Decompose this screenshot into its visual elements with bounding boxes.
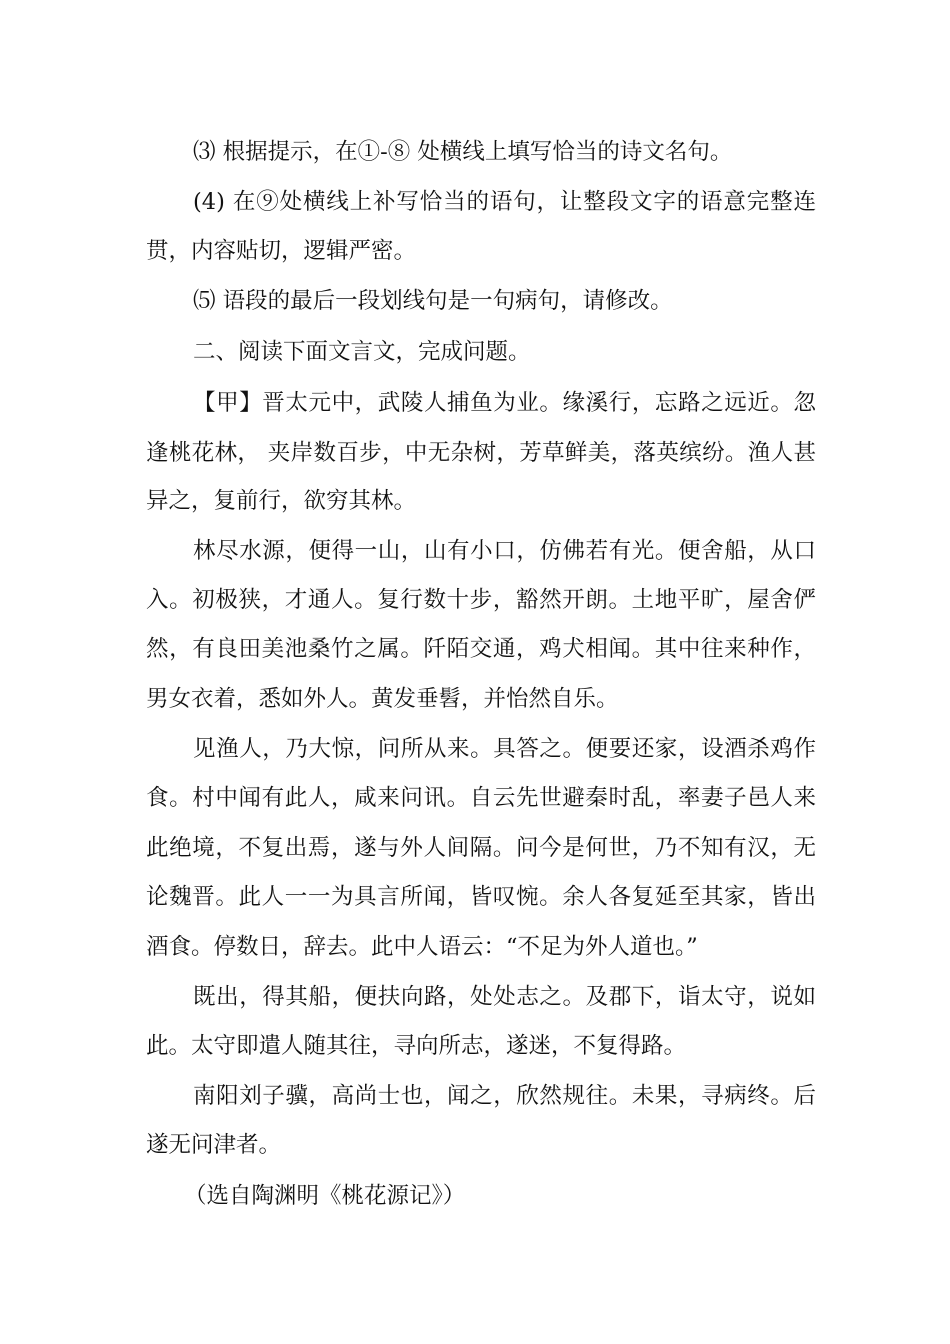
passage-line: 逢桃花林， 夹岸数百步，中无杂树，芳草鲜美，落英缤纷。渔人甚 <box>146 440 816 466</box>
passage-line: 【甲】晋太元中，武陵人捕鱼为业。缘溪行，忘路之远近。忽 <box>193 390 816 416</box>
passage-line: 南阳刘子骥，高尚士也，闻之，欣然规往。未果，寻病终。后 <box>193 1083 816 1109</box>
passage-line: 入。初极狭，才通人。复行数十步，豁然开朗。土地平旷，屋舍俨 <box>146 587 816 613</box>
passage-line: 然，有良田美池桑竹之属。阡陌交通，鸡犬相闻。其中往来种作， <box>146 636 816 662</box>
passage-source: （选自陶渊明《桃花源记》） <box>184 1183 466 1209</box>
passage-line: 见渔人，乃大惊，问所从来。具答之。便要还家，设酒杀鸡作 <box>193 736 816 762</box>
passage-line: 既出，得其船，便扶向路，处处志之。及郡下，诣太守，说如 <box>193 984 816 1010</box>
passage-line: 此。太守即遣人随其往，寻向所志，遂迷，不复得路。 <box>146 1033 687 1059</box>
passage-line: 食。村中闻有此人，咸来问讯。自云先世避秦时乱，率妻子邑人来 <box>146 785 816 811</box>
question-3: ⑶ 根据提示，在①-⑧ 处横线上填写恰当的诗文名句。 <box>193 139 733 165</box>
passage-line: 酒食。停数日，辞去。此中人语云：“不足为外人道也。” <box>146 934 698 960</box>
question-4-line-2: 贯，内容贴切，逻辑严密。 <box>146 238 417 264</box>
passage-line: 林尽水源，便得一山，山有小口，仿佛若有光。便舍船，从口 <box>193 538 816 564</box>
passage-line: 论魏晋。此人一一为具言所闻，皆叹惋。余人各复延至其家，皆出 <box>146 884 816 910</box>
question-5: ⑸ 语段的最后一段划线句是一句病句，请修改。 <box>193 288 673 314</box>
passage-line: 遂无问津者。 <box>146 1132 282 1158</box>
section-heading: 二、阅读下面文言文，完成问题。 <box>193 339 531 365</box>
question-4-line-1: (4) 在⑨处横线上补写恰当的语句，让整段文字的语意完整连 <box>193 189 816 215</box>
passage-line: 此绝境，不复出焉，遂与外人间隔。问今是何世，乃不知有汉，无 <box>146 835 816 861</box>
passage-line: 男女衣着，悉如外人。黄发垂髫，并怡然自乐。 <box>146 686 619 712</box>
passage-line: 异之，复前行，欲穷其林。 <box>146 488 417 514</box>
